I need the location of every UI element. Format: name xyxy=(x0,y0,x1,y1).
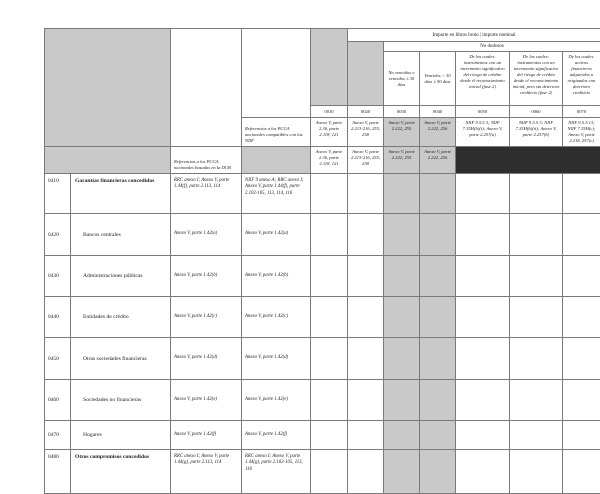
row-label: Garantías financieras concedidas xyxy=(71,174,171,214)
header-blank-gray xyxy=(311,29,348,106)
cell-0030 xyxy=(384,256,420,297)
cell-0070[interactable] xyxy=(563,214,600,256)
cell-0010[interactable] xyxy=(311,380,348,421)
col-code-0070: 0070 xyxy=(563,106,600,118)
cell-0070[interactable] xyxy=(563,174,600,214)
cell-0010[interactable] xyxy=(311,421,348,450)
row-ref-ifrs: Anexo V, parte 1.42(e) xyxy=(242,380,311,421)
cell-0070[interactable] xyxy=(563,450,600,494)
cell-0020[interactable] xyxy=(348,421,384,450)
cell-0040 xyxy=(420,338,456,380)
header-ifrs-gray xyxy=(242,147,311,174)
cell-0040 xyxy=(420,174,456,214)
row-ref-ifrs: Anexo V, parte 1.42(b) xyxy=(242,256,311,297)
cell-0040 xyxy=(420,214,456,256)
col-code-0050: 0050 xyxy=(456,106,510,118)
row-code: 0450 xyxy=(45,338,71,380)
cell-0030 xyxy=(384,214,420,256)
row-ref-ifrs: Anexo V, parte 1.42(d) xyxy=(242,338,311,380)
cell-0010[interactable] xyxy=(311,256,348,297)
subgroup-title: No dudosos xyxy=(384,42,600,52)
row-code: 0470 xyxy=(45,421,71,450)
row-ref-bcd: Anexo V, parte 1.42(a) xyxy=(171,214,242,256)
cell-0070[interactable] xyxy=(563,338,600,380)
bcd-ref-0030: Anexo V, parte 2.222, 255 xyxy=(384,147,420,174)
cell-0060[interactable] xyxy=(510,338,563,380)
header-corner-lower xyxy=(45,147,171,174)
header-ref-bcd-top xyxy=(171,29,242,147)
cell-0040 xyxy=(420,297,456,338)
row-ref-bcd: Anexo V, parte 1.42(b) xyxy=(171,256,242,297)
row-label: Sociedades no financieras xyxy=(71,380,171,421)
cell-0030 xyxy=(384,450,420,494)
table-row xyxy=(45,421,600,450)
cell-0030 xyxy=(384,421,420,450)
row-ref-ifrs: RRC anexo I; Anexo V, parte 1.44(g), parte 2.102-105, 113, 116 xyxy=(242,450,311,494)
cell-0010[interactable] xyxy=(311,297,348,338)
header-ref-ifrs-top xyxy=(242,29,311,118)
cell-0010[interactable] xyxy=(311,214,348,256)
cell-0060[interactable] xyxy=(510,174,563,214)
header-corner xyxy=(45,29,171,147)
cell-0020[interactable] xyxy=(348,256,384,297)
cell-0060[interactable] xyxy=(510,297,563,338)
row-ref-bcd: Anexo V, parte 1.42(e) xyxy=(171,380,242,421)
cell-0010[interactable] xyxy=(311,338,348,380)
row-ref-bcd: RRC anexo I; Anexo V, parte 1.44(f), parte 2.113, 114 xyxy=(171,174,242,214)
row-label: Entidades de crédito xyxy=(71,297,171,338)
cell-0060[interactable] xyxy=(510,380,563,421)
cell-0050[interactable] xyxy=(456,421,510,450)
cell-0040 xyxy=(420,450,456,494)
ifrs-ref-0050: NIIF 9.5.5.3; NIIF 7.35H(b)(i); Anexo V, parte 2.257(a) xyxy=(456,118,510,147)
row-ref-bcd: RRC anexo I; Anexo V, parte 1.44(g), parte 2.113, 114 xyxy=(171,450,242,494)
row-ref-ifrs: Anexo V, parte 1.42(c) xyxy=(242,297,311,338)
table-row xyxy=(45,297,600,338)
cell-0070[interactable] xyxy=(563,421,600,450)
cell-0050[interactable] xyxy=(456,297,510,338)
ifrs-ref-0030: Anexo V, parte 2.222, 255 xyxy=(384,118,420,147)
row-ref-ifrs: NIIF 9 anexo A; RRC anexo I; Anexo V, parte 1.44(f), parte 2.102-105, 113, 114, 116 xyxy=(242,174,311,214)
cell-0060[interactable] xyxy=(510,256,563,297)
row-code: 0420 xyxy=(45,214,71,256)
cell-0030 xyxy=(384,174,420,214)
row-label: Administraciones públicas xyxy=(71,256,171,297)
ref-bcd-label: Referencias a los PCGA nacionales basadas en la DCB xyxy=(171,147,242,174)
cell-0070[interactable] xyxy=(563,297,600,338)
cell-0060[interactable] xyxy=(510,214,563,256)
cell-0050[interactable] xyxy=(456,338,510,380)
cell-0020[interactable] xyxy=(348,174,384,214)
col-code-0020: 0020 xyxy=(348,106,384,118)
cell-0050[interactable] xyxy=(456,380,510,421)
cell-0070[interactable] xyxy=(563,256,600,297)
row-ref-bcd: Anexo V, parte 1.42(c) xyxy=(171,297,242,338)
cell-0070[interactable] xyxy=(563,380,600,421)
cell-0020[interactable] xyxy=(348,450,384,494)
table-row xyxy=(45,380,600,421)
table-row xyxy=(45,174,600,214)
col-code-0060: 0060 xyxy=(510,106,563,118)
cell-0040 xyxy=(420,256,456,297)
row-code: 0440 xyxy=(45,297,71,338)
ifrs-ref-0010: Anexo V, parte 2.36, parte 2.118, 121 xyxy=(311,118,348,147)
table-row xyxy=(45,256,600,297)
cell-0040 xyxy=(420,380,456,421)
col-code-0040: 0040 xyxy=(420,106,456,118)
cell-0050[interactable] xyxy=(456,450,510,494)
row-ref-bcd: Anexo V, parte 1.42(f) xyxy=(171,421,242,450)
ifrs-ref-0020: Anexo V, parte 2.213-216, 255, 258 xyxy=(348,118,384,147)
ifrs-ref-0060: NIIF 9.5.5.3; NIIF 7.35H(b)(ii); Anexo V, parte 2.257(b) xyxy=(510,118,563,147)
col-label-0050: De los cuales: instrumentos con un incremento significativo del riesgo de crédito desde el reconocimiento inicial (fase 2) xyxy=(456,52,510,106)
row-label: Otras sociedades financieras xyxy=(71,338,171,380)
cell-0030 xyxy=(384,297,420,338)
row-label: Otros compromisos concedidos xyxy=(71,450,171,494)
cell-0050[interactable] xyxy=(456,256,510,297)
cell-0040 xyxy=(420,421,456,450)
cell-0020[interactable] xyxy=(348,297,384,338)
cell-0050[interactable] xyxy=(456,174,510,214)
col-code-0030: 0030 xyxy=(384,106,420,118)
row-ref-ifrs: Anexo V, parte 1.42(f) xyxy=(242,421,311,450)
row-label: Bancos centrales xyxy=(71,214,171,256)
cell-0060[interactable] xyxy=(510,450,563,494)
cell-0010[interactable] xyxy=(311,450,348,494)
row-ref-bcd: Anexo V, parte 1.42(d) xyxy=(171,338,242,380)
cell-0010[interactable] xyxy=(311,174,348,214)
cell-0050[interactable] xyxy=(456,214,510,256)
bcd-ref-0020: Anexo V, parte 2.213-216, 255, 258 xyxy=(348,147,384,174)
row-code: 0480 xyxy=(45,450,71,494)
ref-ifrs-label: Referencias a los PCGA nacionales compatibles con las NIIF xyxy=(242,118,311,147)
row-code: 0410 xyxy=(45,174,71,214)
cell-0020[interactable] xyxy=(348,338,384,380)
cell-0020[interactable] xyxy=(348,214,384,256)
cell-0030 xyxy=(384,338,420,380)
bcd-ref-0040: Anexo V, parte 2.222, 256 xyxy=(420,147,456,174)
table-row xyxy=(45,214,600,256)
col-label-0070: De los cuales: activos financieros adquiridos u originados con deterioro crediticio xyxy=(563,52,600,106)
cell-0030 xyxy=(384,380,420,421)
col-label-0040: Vencidos > 30 días ≤ 90 días xyxy=(420,52,456,106)
report-table xyxy=(44,28,600,494)
na-block xyxy=(456,147,600,174)
bcd-ref-0010: Anexo V, parte 2.36, parte 2.118, 121 xyxy=(311,147,348,174)
row-code: 0430 xyxy=(45,256,71,297)
cell-0020[interactable] xyxy=(348,380,384,421)
row-label: Hogares xyxy=(71,421,171,450)
cell-0060[interactable] xyxy=(510,421,563,450)
col-code-0010: 0010 xyxy=(311,106,348,118)
row-ref-ifrs: Anexo V, parte 1.42(a) xyxy=(242,214,311,256)
ifrs-ref-0040: Anexo V, parte 2.222, 256 xyxy=(420,118,456,147)
row-code: 0460 xyxy=(45,380,71,421)
ifrs-ref-0070: NIIF 9.5.5.13; NIIF 7.35H(c); Anexo V, parte 2.218, 257(c) xyxy=(563,118,600,147)
table-row xyxy=(45,338,600,380)
col-label-0030: No vencidos o vencidos ≤ 30 días xyxy=(384,52,420,106)
table-row xyxy=(45,450,600,494)
col-label-0060: De los cuales: instrumentos con un incremento significativo del riesgo de crédito desde el reconocimiento inicial, pero sin deterioro crediticio (fase 2) xyxy=(510,52,563,106)
subheader-gray xyxy=(348,42,384,106)
group-title: Importe en libros bruto | importe nominal xyxy=(348,29,600,42)
